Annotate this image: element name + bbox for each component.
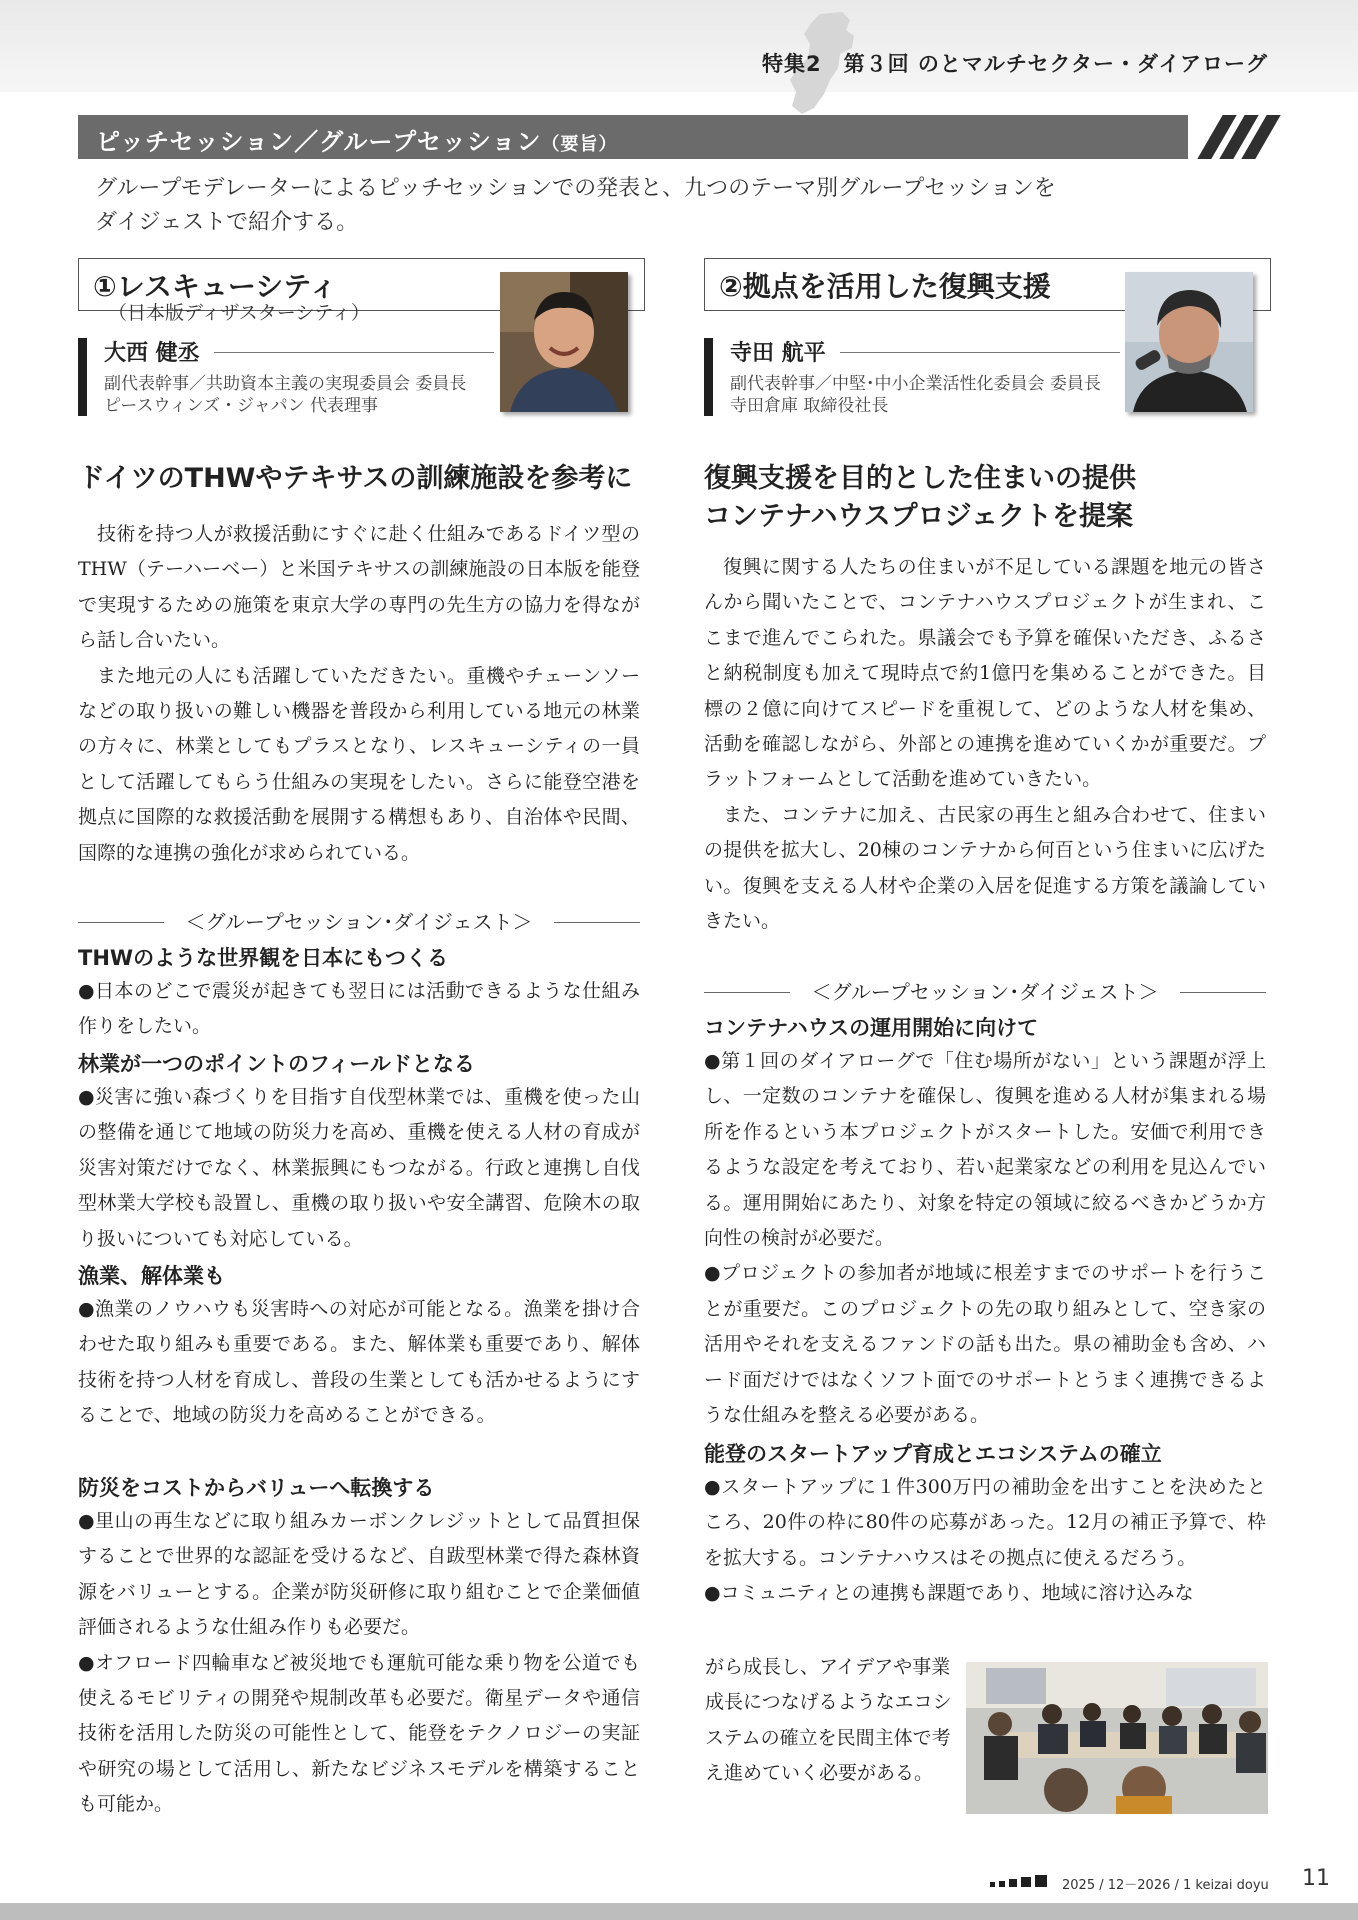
- topic-paragraph: ●里山の再生などに取り組みカーボンクレジットとして品質担保することで世界的な認証を受けるなど、自跋型林業で得た森林資源をバリューとする。企業が防災研修に取り組むことで企業価値評価されるような仕組み作りも必要だ。: [78, 1510, 640, 1639]
- footer-issue: [1062, 1874, 1269, 1893]
- speaker-role: [104, 373, 466, 417]
- header-band: [0, 0, 1358, 92]
- speaker-accent-bar: [704, 338, 713, 416]
- intro-line: ダイジェストで紹介する。: [95, 210, 359, 235]
- speaker-accent-bar: [78, 338, 87, 416]
- topic-paragraph: ●スタートアップに１件300万円の補助金を出すことを決めたところ、20件の枠に80件の応募があった。12月の補正予算で、枠を拡大する。コンテナハウスはその拠点に使えるだろう。: [704, 1476, 1266, 1569]
- paragraph: 技術を持つ人が救援活動にすぐに赴く仕組みであるドイツ型のTHW（テーハーベー）と米国テキサスの訓練施設の日本版を能登で実現するための施策を東京大学の専門の先生方の協力を得ながら話し合いたい。: [78, 523, 640, 652]
- footer-mark: [1009, 1879, 1017, 1887]
- digest-rule: [554, 922, 640, 923]
- topic-text: [704, 1470, 1266, 1612]
- topic-heading: 漁業、解体業も: [78, 1264, 225, 1288]
- speaker-role: [730, 373, 1101, 417]
- speaker-photo-onishi: [500, 272, 628, 412]
- left-headline: ドイツのTHWやテキサスの訓練施設を参考に: [78, 463, 633, 494]
- footer-mark: [990, 1882, 995, 1887]
- speaker-role-line: 寺田倉庫 取締役社長: [730, 396, 889, 416]
- footer-issue-date: 2025 / 12－2026 / 1: [1062, 1878, 1192, 1893]
- section-banner: [78, 115, 1260, 159]
- topic-text: [704, 1044, 1266, 1433]
- footer-mark: [1035, 1875, 1047, 1887]
- digest-label: ＜グループセッション･ダイジェスト＞: [185, 910, 533, 934]
- paragraph: 復興に関する人たちの住まいが不足している課題を地元の皆さんから聞いたことで、コンテナハウスプロジェクトが生まれ、ここまで進んでこられた。県議会でも予算を確保いただき、ふるさと納税制度も加えて現時点で約1億円を集めることができた。目標の２億に向けてスピードを重視して、どのような人材を集め、活動を確認しながら、外部との連携を進めていくかが重要だ。プラットフォームとして活動を進めていきたい。: [704, 556, 1266, 791]
- running-head: 特集2 第３回 のとマルチセクター・ダイアローグ: [761, 52, 1268, 76]
- page-number: 11: [1302, 1866, 1330, 1891]
- speaker-name: 寺田 航平: [730, 341, 826, 366]
- footer-magazine: keizai doyu: [1195, 1878, 1269, 1893]
- topic-heading: 能登のスタートアップ育成とエコシステムの確立: [704, 1442, 1162, 1466]
- topic-heading: 林業が一つのポイントのフィールドとなる: [78, 1052, 475, 1076]
- topic-heading: 防災をコストからバリューへ転換する: [78, 1476, 435, 1500]
- speaker-role-line: 副代表幹事／中堅･中小企業活性化委員会 委員長: [730, 374, 1101, 394]
- topic-paragraph: ●プロジェクトの参加者が地域に根差すまでのサポートを行うことが重要だ。このプロジェクトの先の取り組みとして、空き家の活用やそれを支えるファンドの話も出た。県の補助金も含め、ハード面だけではなくソフト面でのサポートとうまく連携できるような仕組みを整える必要がある。: [704, 1262, 1266, 1427]
- digest-rule: [1180, 992, 1266, 993]
- speaker-theme-subtitle: （日本版ディザスターシティ）: [108, 302, 370, 324]
- speaker-photo-terada: [1125, 272, 1253, 412]
- intro-text: [95, 172, 1195, 240]
- group-session-photo: [966, 1662, 1268, 1814]
- footer-mark: [1021, 1877, 1031, 1887]
- intro-line: グループモデレーターによるピッチセッションでの発表と、九つのテーマ別グループセッションを: [95, 176, 1056, 201]
- topic-heading: THWのような世界観を日本にもつくる: [78, 946, 449, 970]
- topic-paragraph-wrap: がら成長し、アイデアや事業成長につなげるようなエコシステムの確立を民間主体で考え進めていく必要がある。: [705, 1656, 952, 1785]
- right-headline-line: 復興支援を目的とした住まいの提供: [704, 463, 1136, 494]
- topic-text: ●日本のどこで震災が起きても翌日には活動できるような仕組み作りをしたい。: [78, 980, 640, 1038]
- speaker-theme: ①レスキューシティ: [93, 270, 338, 303]
- speaker-rule: [840, 352, 1120, 353]
- right-body: [704, 550, 1266, 939]
- section-title-note: （要旨）: [541, 134, 618, 155]
- speaker-name: 大西 健丞: [104, 341, 200, 366]
- speaker-theme: ②拠点を活用した復興支援: [719, 270, 1051, 303]
- speaker-rule: [214, 352, 494, 353]
- topic-text: ●漁業のノウハウも災害時への対応が可能となる。漁業を掛け合わせた取り組みも重要である。また、解体業も重要であり、解体技術を持つ人材を育成し、普段の生業としても活かせるようにすることで、地域の防災力を高めることができる。: [78, 1298, 640, 1427]
- topic-text: ●災害に強い森づくりを目指す自伐型林業では、重機を使った山の整備を通じて地域の防災力を高め、重機を使える人材の育成が災害対策だけでなく、林業振興にもつながる。行政と連携し自伐型林業大学校も設置し、重機の取り扱いや安全講習、危険木の取り扱いについても対応している。: [78, 1086, 640, 1250]
- topic-paragraph: ●第１回のダイアローグで「住む場所がない」という課題が浮上し、一定数のコンテナを確保し、復興を進める人材が集まれる場所を作るという本プロジェクトがスタートした。安価で利用できるような設定を考えており、若い起業家などの利用を見込んでいる。運用開始にあたり、対象を特定の領域に絞るべきかどうか方向性の検討が必要だ。: [704, 1050, 1266, 1250]
- speaker-role-line: ピースウィンズ・ジャパン 代表理事: [104, 396, 379, 416]
- right-headline: [704, 460, 1136, 536]
- topic-text: [78, 1504, 640, 1823]
- section-title: [96, 122, 617, 157]
- topic-paragraph-line: ●コミュニティとの連携も課題であり、地域に溶け込みな: [704, 1582, 1194, 1605]
- section-title-main: ピッチセッション／グループセッション: [96, 128, 542, 156]
- footer-band: [0, 1903, 1358, 1920]
- paragraph: また地元の人にも活躍していただきたい。重機やチェーンソーなどの取り扱いの難しい機器を普段から利用している地元の林業の方々に、林業としてもプラスとなり、レスキューシティの一員として活躍してもらう仕組みの実現をしたい。さらに能登空港を拠点に国際的な救援活動を展開する構想もあり、自治体や民間、国際的な連携の強化が求められている。: [78, 664, 640, 864]
- digest-label: ＜グループセッション･ダイジェスト＞: [811, 980, 1159, 1004]
- topic-paragraph: ●オフロード四輪車など被災地でも運航可能な乗り物を公道でも使えるモビリティの開発や規制改革も必要だ。衛星データや通信技術を活用した防災の可能性として、能登をテクノロジーの実証や研究の場として活用し、新たなビジネスモデルを構築することも可能か。: [78, 1651, 640, 1816]
- digest-divider: [78, 906, 640, 936]
- speaker-role-line: 副代表幹事／共助資本主義の実現委員会 委員長: [104, 374, 467, 394]
- paragraph: また、コンテナに加え、古民家の再生と組み合わせて、住まいの提供を拡大し、20棟のコンテナから何百という住まいに広げたい。復興を支える人材や企業の入居を促進する方策を議論していきたい。: [704, 803, 1266, 933]
- digest-divider: [704, 976, 1266, 1006]
- left-body: [78, 517, 640, 871]
- right-headline-line: コンテナハウスプロジェクトを提案: [704, 501, 1134, 532]
- footer-mark: [999, 1881, 1005, 1887]
- topic-heading: コンテナハウスの運用開始に向けて: [704, 1016, 1039, 1040]
